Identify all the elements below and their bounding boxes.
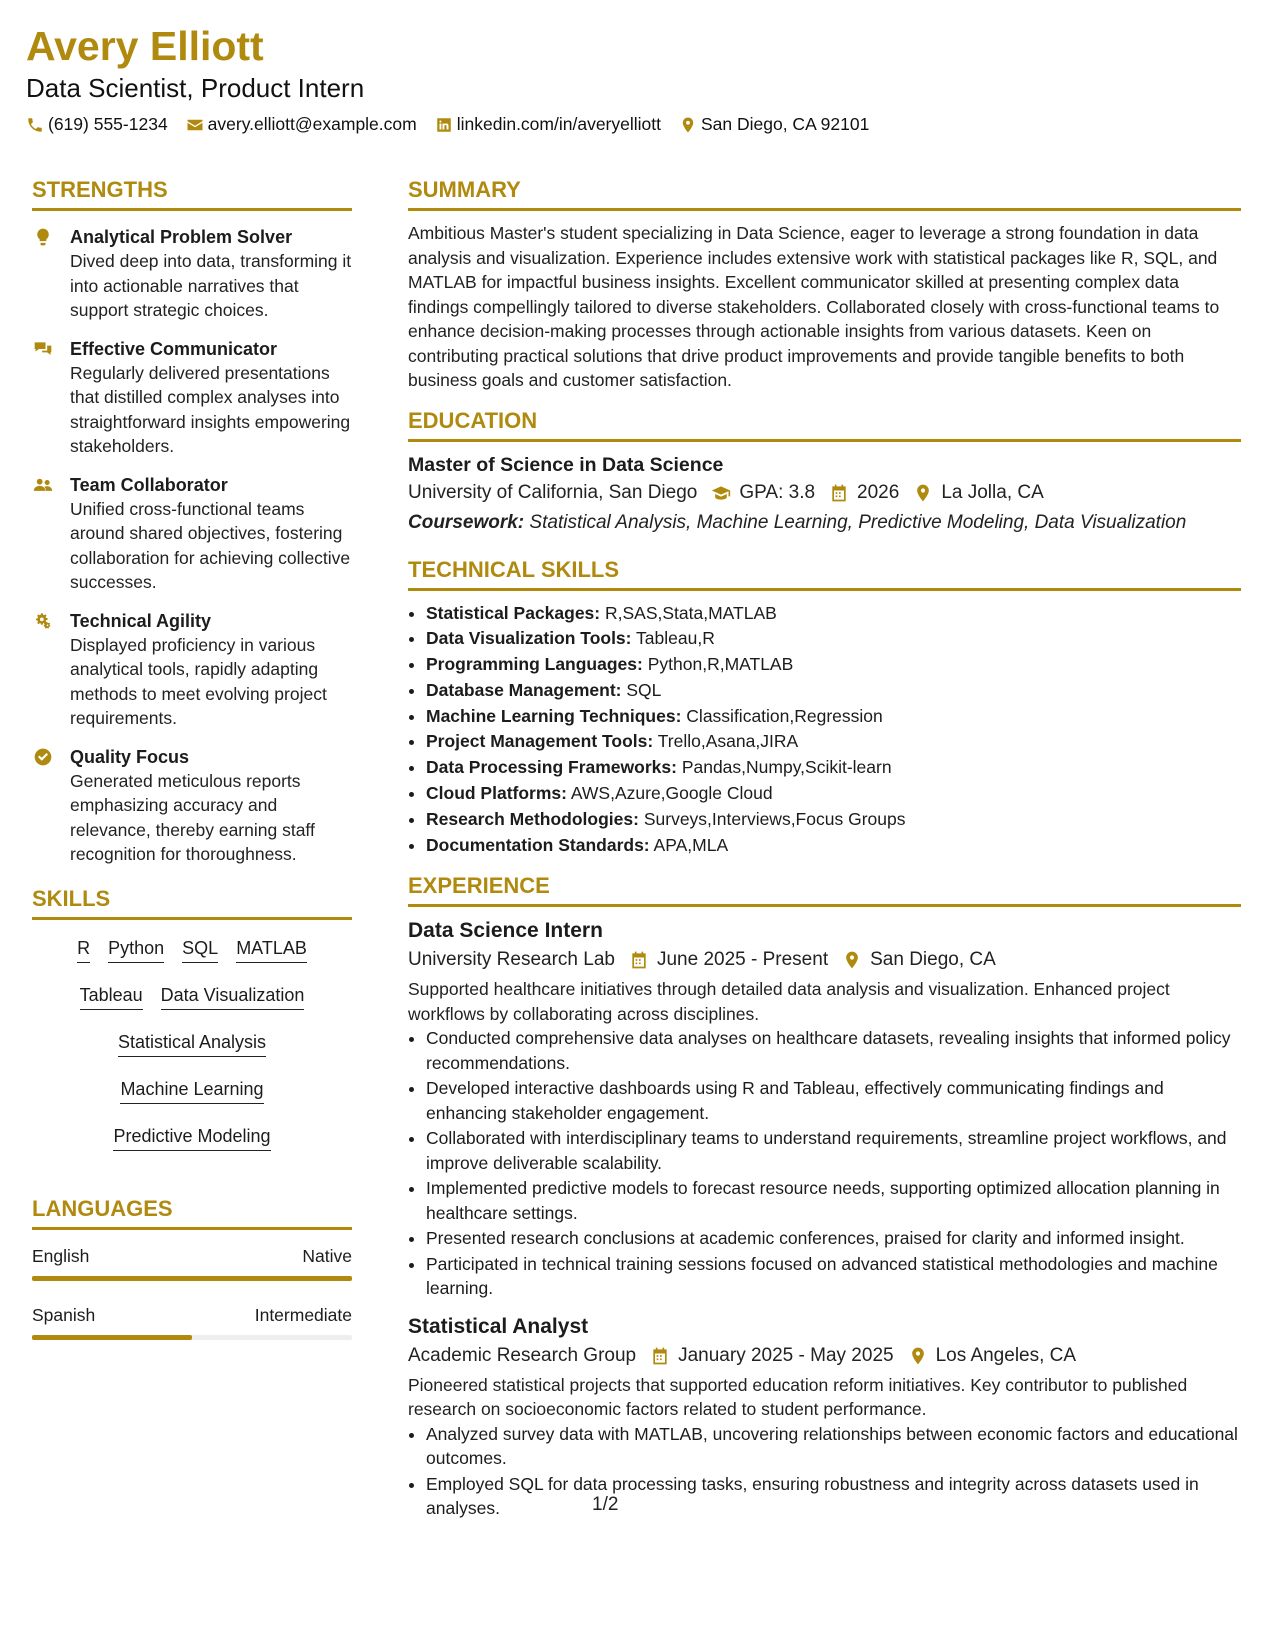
- strength-desc: Generated meticulous reports emphasizing accuracy and relevance, thereby earning staff recognition for thoroughness.: [70, 770, 315, 864]
- users-icon: [32, 475, 54, 495]
- page-number: 1/2: [592, 1494, 619, 1515]
- language-bar: [32, 1276, 352, 1281]
- experience-entry: [408, 917, 1241, 1301]
- list-item: • Data Visualization Tools: Tableau,R: [426, 626, 1241, 652]
- strengths-heading: STRENGTHS: [32, 176, 352, 211]
- phone-icon: [26, 116, 44, 134]
- languages-heading: LANGUAGES: [32, 1195, 352, 1230]
- language-name: Spanish: [32, 1304, 96, 1325]
- strength-title: Team Collaborator: [70, 474, 228, 495]
- edu-year: 2026: [857, 481, 900, 503]
- strength-desc: Dived deep into data, transforming it into actionable narratives that support strategic choices.: [70, 251, 352, 320]
- edu-location: La Jolla, CA: [941, 481, 1044, 503]
- language-bar-fill: [32, 1335, 192, 1340]
- language-bar: [32, 1335, 352, 1340]
- contact-phone[interactable]: [26, 114, 168, 135]
- skill-tag: SQL: [182, 936, 218, 963]
- skill-tag: Data Visualization: [161, 983, 305, 1010]
- strength-item: [32, 609, 352, 731]
- skill-tag: MATLAB: [236, 936, 307, 963]
- experience-entry: [408, 1313, 1241, 1521]
- linkedin-icon: [435, 116, 453, 134]
- technical-skills-heading: TECHNICAL SKILLS: [408, 556, 1241, 591]
- phone-text: (619) 555-1234: [48, 114, 168, 134]
- list-item: • Analyzed survey data with MATLAB, uncovering relationships between economic factors and educational outcomes.: [426, 1422, 1241, 1471]
- list-item: • Database Management: SQL: [426, 678, 1241, 704]
- list-item: • Research Methodologies: Surveys,Interviews,Focus Groups: [426, 807, 1241, 833]
- contact-location: [679, 114, 869, 135]
- education-heading: EDUCATION: [408, 407, 1241, 442]
- candidate-name: Avery Elliott: [26, 23, 264, 69]
- edu-coursework: [408, 508, 1241, 538]
- strength-item: [32, 473, 352, 595]
- job-summary: Supported healthcare initiatives through detailed data analysis and visualization. Enhanced project workflows by collaborating across disciplines.: [408, 979, 1170, 1024]
- coursework-label: Coursework:: [408, 511, 525, 533]
- list-item: • Developed interactive dashboards using R and Tableau, effectively communicating findings and enhancing stakeholder engagement.: [426, 1076, 1241, 1125]
- skill-tag: Machine Learning: [120, 1077, 263, 1104]
- calendar-icon: [629, 950, 649, 970]
- strength-desc: Displayed proficiency in various analytical tools, rapidly adapting methods to meet evolving project requirements.: [70, 634, 327, 728]
- skill-tag: Tableau: [80, 983, 143, 1010]
- map-marker-icon: [842, 950, 862, 970]
- coursework-text: Statistical Analysis, Machine Learning, Predictive Modeling, Data Visualization: [529, 511, 1187, 533]
- strength-item: [32, 337, 352, 459]
- strength-title: Quality Focus: [70, 746, 190, 767]
- list-item: • Programming Languages: Python,R,MATLAB: [426, 652, 1241, 678]
- language-row: [32, 1303, 352, 1327]
- list-item: • Presented research conclusions at academic conferences, praised for clarity and informed insight.: [426, 1226, 1241, 1251]
- list-item: • Project Management Tools: Trello,Asana,JIRA: [426, 729, 1241, 755]
- job-org: University Research Lab: [408, 949, 615, 971]
- skill-tag: Python: [108, 936, 164, 963]
- map-marker-icon: [908, 1346, 928, 1366]
- list-item: • Employed SQL for data processing tasks, ensuring robustness and integrity across datasets used in analyses.: [426, 1472, 1241, 1521]
- check-circle-icon: [32, 747, 54, 767]
- job-title: Data Science Intern: [408, 919, 603, 943]
- job-summary: Pioneered statistical projects that supported education reform initiatives. Key contributor to published research on socioeconomic factors related to student performance.: [408, 1374, 1188, 1420]
- language-level: Intermediate: [254, 1304, 352, 1325]
- language-level: Native: [302, 1245, 352, 1266]
- strength-title: Effective Communicator: [70, 338, 278, 359]
- job-dates: June 2025 - Present: [656, 949, 829, 971]
- strength-desc: Regularly delivered presentations that distilled complex analyses into straightforward insights empowering stakeholders.: [70, 362, 351, 456]
- technical-skills-list: [408, 601, 1241, 859]
- strength-title: Technical Agility: [70, 610, 212, 631]
- calendar-icon: [829, 483, 849, 503]
- list-item: • Machine Learning Techniques: Classification,Regression: [426, 704, 1241, 730]
- lightbulb-icon: [32, 227, 54, 247]
- resume-header: [26, 22, 887, 135]
- strength-desc: Unified cross-functional teams around shared objectives, fostering collaboration for achieving collective successes.: [70, 498, 351, 592]
- strength-title: Analytical Problem Solver: [70, 227, 293, 247]
- email-text: avery.elliott@example.com: [207, 114, 417, 134]
- right-column: [408, 176, 1241, 1522]
- cogs-icon: [32, 611, 54, 631]
- language-bar-fill: [32, 1276, 352, 1281]
- list-item: • Cloud Platforms: AWS,Azure,Google Cloud: [426, 781, 1241, 807]
- edu-meta: [408, 478, 1241, 508]
- job-location: San Diego, CA: [870, 949, 996, 971]
- list-item: • Implemented predictive models to forecast resource needs, supporting optimized allocation planning in healthcare settings.: [426, 1176, 1241, 1225]
- calendar-icon: [650, 1346, 670, 1366]
- summary-heading: SUMMARY: [408, 176, 1241, 211]
- summary-text: Ambitious Master's student specializing in Data Science, eager to leverage a strong foundation in data analysis and visualization. Experience includes extensive work with statistical packages like R, SQL, and MATLAB for impactful business insights. Excellent communicator skilled at presenting complex data findings compellingly tailored to diverse stakeholders. Collaborated closely with cross-functional teams to enhance decision-making processes through actionable insights from various datasets. Keen on contributing practical solutions that drive product improvements and provide tangible benefits to both business goals and customer satisfaction.: [408, 223, 1220, 390]
- edu-school: University of California, San Diego: [408, 481, 698, 503]
- job-dates: January 2025 - May 2025: [678, 1344, 894, 1366]
- left-column: [32, 176, 352, 1362]
- contact-bar: [26, 114, 887, 135]
- language-name: English: [32, 1245, 90, 1266]
- list-item: • Conducted comprehensive data analyses on healthcare datasets, revealing insights that informed policy recommendations.: [426, 1026, 1241, 1075]
- edu-degree: Master of Science in Data Science: [408, 453, 724, 476]
- list-item: • Documentation Standards: APA,MLA: [426, 833, 1241, 859]
- map-marker-icon: [913, 483, 933, 503]
- list-item: • Participated in technical training sessions focused on advanced statistical methodologies and machine learning.: [426, 1252, 1241, 1301]
- location-text: San Diego, CA 92101: [700, 114, 870, 134]
- contact-linkedin[interactable]: [435, 114, 661, 135]
- job-meta: [408, 945, 1241, 975]
- job-title: Statistical Analyst: [408, 1314, 589, 1338]
- job-bullets: [408, 1422, 1241, 1521]
- strength-item: [32, 225, 352, 323]
- skills-heading: SKILLS: [32, 885, 352, 920]
- comments-icon: [32, 339, 54, 359]
- job-org: Academic Research Group: [408, 1344, 637, 1366]
- job-bullets: [408, 1026, 1241, 1301]
- map-marker-icon: [679, 116, 697, 134]
- edu-gpa: GPA: 3.8: [739, 481, 816, 503]
- candidate-title: Data Scientist, Product Intern: [26, 73, 365, 103]
- job-meta: [408, 1341, 1241, 1371]
- experience-heading: EXPERIENCE: [408, 872, 1241, 907]
- job-location: Los Angeles, CA: [935, 1344, 1077, 1366]
- graduation-cap-icon: [711, 483, 731, 503]
- skill-tag: Statistical Analysis: [118, 1030, 266, 1057]
- strengths-list: [32, 225, 352, 867]
- strength-item: [32, 745, 352, 867]
- list-item: • Data Processing Frameworks: Pandas,Numpy,Scikit-learn: [426, 755, 1241, 781]
- skill-tag: Predictive Modeling: [113, 1124, 270, 1151]
- language-row: [32, 1244, 352, 1268]
- linkedin-text: linkedin.com/in/averyelliott: [456, 114, 661, 134]
- contact-email[interactable]: [186, 114, 417, 135]
- list-item: • Statistical Packages: R,SAS,Stata,MATLAB: [426, 601, 1241, 627]
- list-item: • Collaborated with interdisciplinary teams to understand requirements, streamline project workflows, and improve deliverable scalability.: [426, 1126, 1241, 1175]
- languages-list: [32, 1244, 352, 1340]
- skills-tags: [32, 930, 352, 1165]
- skill-tag: R: [77, 936, 90, 963]
- envelope-icon: [186, 116, 204, 134]
